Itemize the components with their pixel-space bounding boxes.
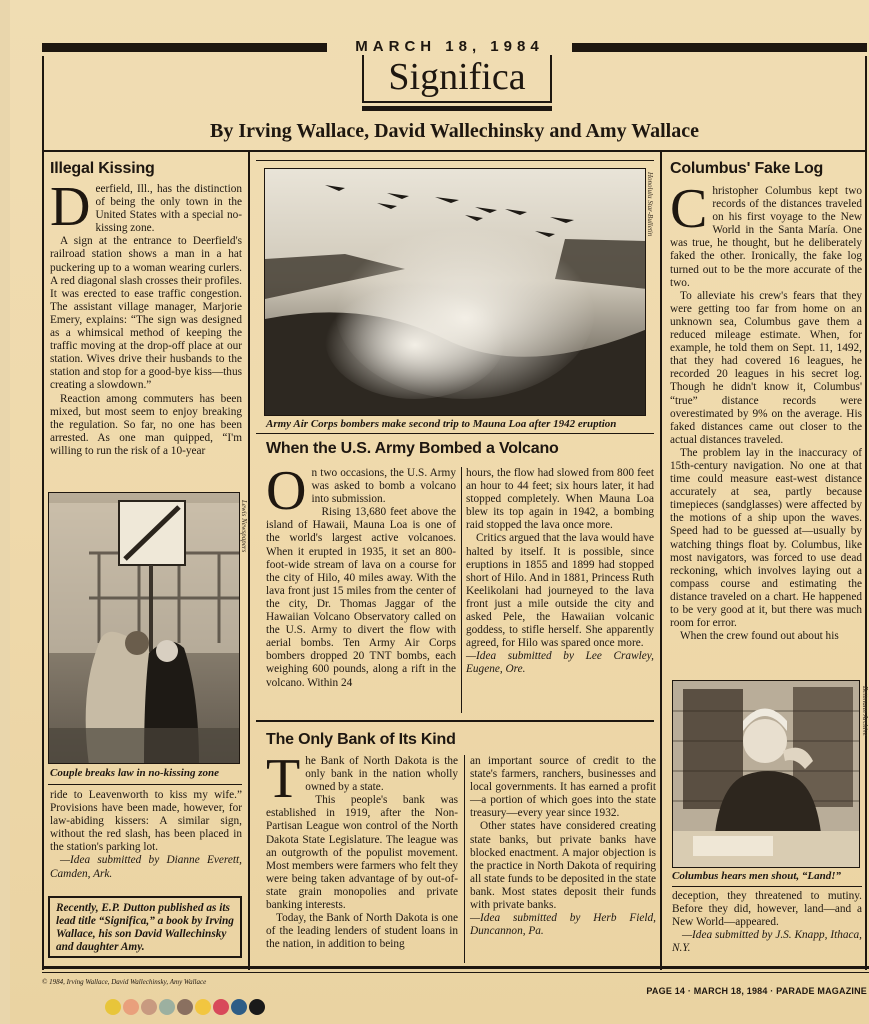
masthead-title: Significa [388, 56, 526, 98]
kissing-caption-rule [48, 784, 242, 785]
volcano-caption: Army Air Corps bombers make second trip to Mauna Loa after 1942 eruption [266, 418, 617, 430]
volcano-dropcap: O [266, 460, 307, 522]
columbus-photo-image [673, 681, 860, 868]
volcano-headline: When the U.S. Army Bombed a Volcano [266, 440, 559, 457]
volcano-col1 [266, 460, 456, 690]
bank-credit: —Idea submitted by Herb Field, Duncannon, Pa. [470, 912, 656, 938]
columbus-p1: hristopher Columbus kept two records of the distances traveled on his first voyage to the New World in the Santa María. One was true, he thought, but he deliberately faked the other. Ironically, the fake log turned out to be the more accurate of the two. [670, 185, 862, 289]
kissing-photo-credit: Lewis Newspapers [240, 500, 248, 553]
bank-p5: Other states have considered creating state banks, but private banks have blocked enactment. A major objection is the practice in North Dakota of requiring all state funds to be deposited in the state bank. Most states deposit their funds with private banks. [470, 820, 656, 912]
kissing-p4: ride to Leavenworth to kiss my wife.” Provisions have been made, however, for law-abiding kissers: A similar sign, without the red slash, has been placed in the station's parking lot. [50, 789, 242, 854]
columbus-credit: —Idea submitted by J.S. Knapp, Ithaca, N.Y. [672, 929, 862, 955]
kissing-body-top [50, 176, 242, 458]
bank-p3: Today, the Bank of North Dakota is one of the leading lenders of student loans in the nation, in addition to being [266, 912, 458, 951]
footer-rule-thin [42, 972, 869, 973]
bank-p2: This people's bank was established in 1919, after the Non-Partisan League won control of the North Dakota State Legislature. The league was an outgrowth of the populist movement. Most members were farmers who felt they were being taken advantage of by out-of-state grain monopolies and private banking interests. [266, 794, 458, 912]
masthead-underline [362, 106, 552, 111]
kissing-body-bottom [50, 789, 242, 881]
book-note-box: Recently, E.P. Dutton published as its lead title “Significa,” a book by Irving Wallace, his son David Wallechinsky and daughter Amy. [48, 896, 242, 958]
bank-p1: he Bank of North Dakota is the only bank in the nation wholly owned by a state. [305, 755, 458, 794]
byline-rule [42, 150, 867, 152]
color-swatch [123, 999, 139, 1015]
volcano-photo [264, 168, 646, 416]
volcano-photo-image [265, 169, 646, 416]
bank-col-divider [464, 755, 465, 963]
kissing-photo [48, 492, 240, 764]
columbus-photo [672, 680, 860, 868]
byline: By Irving Wallace, David Wallechinsky and Amy Wallace [210, 120, 699, 142]
kissing-p3: Reaction among commuters has been mixed, but most seem to enjoy breaking the regulation. So far, no one has been arrested. As one man quipped, “I'm willing to run the risk of a 10-year [50, 392, 242, 457]
bank-col2 [470, 755, 656, 938]
columbus-body-bottom [672, 890, 862, 955]
bank-top-rule [256, 720, 654, 722]
volcano-credit: —Idea submitted by Lee Crawley, Eugene, Ore. [466, 650, 654, 676]
volcano-p2: Rising 13,680 feet above the island of Hawaii, Mauna Loa is one of the world's largest active volcanoes. When it erupted in 1935, it set an 800-foot-wide stream of lava on a course for the city of Hilo, 40 miles away. With the lava front just 15 miles from the center of the city, Dr. Thomas Jaggar of the Hawaiian Volcano Observatory called on the U.S. Army to divert the flow with aerial bombs. Ten Army Air Corps bombers dropped 20 TNT bombs, each weighing 600 pounds, along a rift in the volcano. Within 24 [266, 506, 456, 689]
color-swatch [213, 999, 229, 1015]
bank-dropcap: T [266, 748, 301, 810]
masthead-band [42, 40, 867, 54]
color-swatch [105, 999, 121, 1015]
bank-headline: The Only Bank of Its Kind [266, 731, 456, 748]
columbus-headline: Columbus' Fake Log [670, 160, 824, 177]
columbus-body-top [670, 178, 862, 643]
bank-p4: an important source of credit to the state's farmers, ranchers, businesses and local governments. It has earned a profit—a portion of which goes into the state treasury—every year since 1932. [470, 755, 656, 820]
kissing-photo-image [49, 493, 240, 764]
band-bar-left [42, 43, 327, 52]
kissing-dropcap: D [50, 176, 91, 238]
columbus-dropcap: C [670, 178, 708, 240]
dateline: MARCH 18, 1984 [355, 38, 544, 55]
color-swatch [231, 999, 247, 1015]
volcano-p3: hours, the flow had slowed from 800 feet an hour to 44 feet; six hours later, it had stopped completely. When Mauna Loa blew its top again in 1942, a bombing raid stopped the lava once more. [466, 467, 654, 532]
columbus-caption-rule [672, 886, 862, 887]
columbus-caption: Columbus hears men shout, “Land!” [672, 870, 842, 882]
bank-col1 [266, 748, 458, 951]
columbus-p4: When the crew found out about his [680, 630, 839, 643]
volcano-col2 [466, 467, 654, 677]
kissing-headline: Illegal Kissing [50, 160, 155, 177]
kissing-caption: Couple breaks law in no-kissing zone [50, 767, 220, 779]
color-swatch [159, 999, 175, 1015]
columbus-photo-credit: Bettmann Archive [861, 686, 869, 736]
volcano-caption-rule [256, 433, 654, 434]
volcano-p4: Critics argued that the lava would have halted by itself. It is possible, since eruptions in 1855 and 1899 had stopped short of Hilo. And in 1881, Princess Ruth Keelikolani had journeyed to the lava front just a mile outside the city and asked Pele, the Hawaiian volcanic goddess, to stifle herself. She apparently agreed, for Hilo was spared once more. [466, 532, 654, 650]
color-swatch [195, 999, 211, 1015]
column-divider-right [660, 150, 662, 970]
color-swatch [249, 999, 265, 1015]
volcano-col-divider [461, 467, 462, 713]
columbus-p2: To alleviate his crew's fears that they were getting too far from home on an unknown sea, Columbus gave them a reduced mileage estimate. When, for example, he told them on Sept. 11, 1492, that they had covered 16 leagues, he recorded 20 leagues in his secret log. Though he didn't know it, Columbus' “true” distance records were overestimated by 9% on the average. His faked distances came out closer to the actual distances traveled. [670, 289, 862, 446]
band-bar-right [572, 43, 867, 52]
magazine-page [10, 0, 869, 1024]
volcano-p1: n two occasions, the U.S. Army was asked to bomb a volcano into submission. [311, 467, 456, 506]
kissing-credit: —Idea submitted by Dianne Everett, Camden, Ark. [50, 854, 242, 880]
kissing-p1: eerfield, Ill., has the distinction of being the only town in the United States with a special no-kissing zone. [95, 183, 242, 235]
page-folio: PAGE 14 · MARCH 18, 1984 · PARADE MAGAZINE [646, 986, 867, 996]
volcano-top-rule [256, 160, 654, 161]
copyright-notice: © 1984, Irving Wallace, David Wallechinsky, Amy Wallace [42, 978, 207, 986]
volcano-photo-credit: Honolulu Star-Bulletin [646, 172, 654, 237]
color-swatch [141, 999, 157, 1015]
kissing-p2: A sign at the entrance to Deerfield's railroad station shows a man in a hat puckering up to a woman wearing curlers. A red diagonal slash crosses their profiles. It was erected to ease traffic congestion. The assistant village manager, Marjorie Emery, explains: “The sign was designed as a whimsical method of keeping the traffic moving at the drop-off place at our station. Wives drive their husbands to the station and stop for a good-bye kiss—thus creating a slowdown.” [50, 235, 242, 392]
columbus-p3: The problem lay in the inaccuracy of 15th-century navigation. No one at that time could measure east-west distance accurately at sea, partly because timepieces (sandglasses) were affected by the motions of a ship upon the waves. Speed had to be guessed at—usually by watching things float by. Columbus, like most navigators, was forced to use dead reckoning, which involves laying out a compass course and estimating the distance traveled on a chart. He happened to be very good at it, but there was much room for error. [670, 446, 862, 630]
color-swatch [177, 999, 193, 1015]
footer-rule-top [42, 966, 869, 969]
columbus-p5: deception, they threatened to mutiny. Before they did, however, land—and a New World—appeared. [672, 890, 862, 929]
column-divider-left [248, 150, 250, 970]
